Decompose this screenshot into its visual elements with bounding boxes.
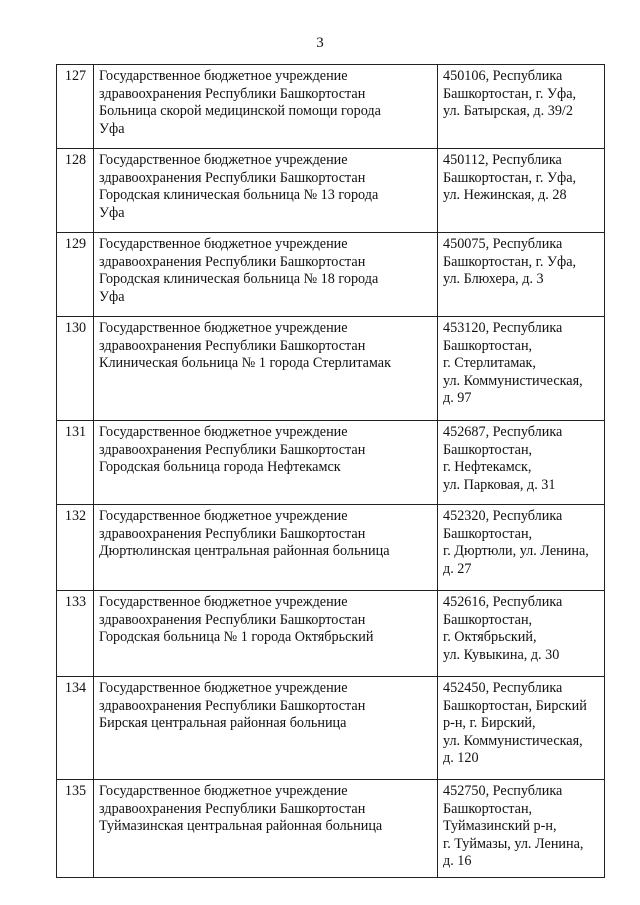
- row-number: 131: [57, 421, 94, 505]
- address-line: 450075, Республика: [443, 236, 563, 252]
- address-line: Башкортостан, г. Уфа,: [443, 253, 577, 270]
- address-line: г. Стерлитамак,: [443, 355, 536, 371]
- institution-name-line: Дюртюлинская центральная районная больница: [99, 543, 390, 559]
- institution-address: [438, 505, 605, 591]
- institution-name-line: здравоохранения Республики Башкортостан: [99, 85, 366, 102]
- address-line: 450106, Республика: [443, 68, 563, 84]
- institution-name-line: Государственное бюджетное учреждение: [99, 424, 348, 440]
- institution-name: [94, 505, 438, 591]
- institution-address: [438, 149, 605, 233]
- institution-name-line: Государственное бюджетное учреждение: [99, 320, 348, 336]
- institution-name-line: Уфа: [99, 288, 125, 305]
- row-number: 135: [57, 780, 94, 878]
- address-line: г. Дюртюли, ул. Ленина,: [443, 543, 589, 559]
- institution-name-line: Городская клиническая больница № 13 города: [99, 187, 379, 203]
- institution-name-line: здравоохранения Республики Башкортостан: [99, 253, 366, 270]
- row-number: 128: [57, 149, 94, 233]
- address-line: 452687, Республика: [443, 424, 563, 440]
- institution-address: [438, 421, 605, 505]
- table-row: [57, 505, 605, 591]
- institution-name: [94, 233, 438, 317]
- institution-name-line: Городская больница города Нефтекамск: [99, 459, 341, 475]
- row-number: 134: [57, 677, 94, 780]
- address-line: Туймазинский р-н,: [443, 818, 557, 834]
- address-line: 450112, Республика: [443, 152, 562, 168]
- address-line: Башкортостан,: [443, 337, 533, 354]
- institution-name-line: здравоохранения Республики Башкортостан: [99, 525, 366, 542]
- address-line: 453120, Республика: [443, 320, 563, 336]
- institution-name-line: здравоохранения Республики Башкортостан: [99, 441, 366, 458]
- address-line: Башкортостан, г. Уфа,: [443, 169, 577, 186]
- institution-address: [438, 780, 605, 878]
- address-line: 452750, Республика: [443, 783, 563, 799]
- address-line: ул. Парковая, д. 31: [443, 476, 556, 493]
- institution-name-line: здравоохранения Республики Башкортостан: [99, 169, 366, 186]
- table-row: [57, 317, 605, 421]
- table-row: [57, 591, 605, 677]
- institution-name: [94, 677, 438, 780]
- institution-address: [438, 677, 605, 780]
- address-line: г. Туймазы, ул. Ленина,: [443, 835, 584, 852]
- address-line: Башкортостан,: [443, 441, 533, 458]
- address-line: г. Октябрьский,: [443, 629, 537, 645]
- institution-name-line: Бирская центральная районная больница: [99, 715, 347, 731]
- institution-name: [94, 421, 438, 505]
- address-line: 452450, Республика: [443, 680, 563, 696]
- row-number: 127: [57, 65, 94, 149]
- address-line: Башкортостан, Бирский: [443, 697, 587, 714]
- institution-name: [94, 591, 438, 677]
- address-line: ул. Коммунистическая,: [443, 372, 583, 389]
- institution-name-line: Государственное бюджетное учреждение: [99, 236, 348, 252]
- page-number: 3: [316, 35, 324, 51]
- institution-name: [94, 65, 438, 149]
- institution-name-line: Государственное бюджетное учреждение: [99, 783, 348, 799]
- table-row: [57, 149, 605, 233]
- address-line: ул. Коммунистическая,: [443, 732, 583, 749]
- institution-name-line: Городская клиническая больница № 18 города: [99, 271, 379, 287]
- address-line: ул. Нежинская, д. 28: [443, 187, 567, 203]
- address-line: ул. Кувыкина, д. 30: [443, 646, 560, 663]
- address-line: д. 27: [443, 560, 472, 577]
- institution-name-line: Государственное бюджетное учреждение: [99, 68, 348, 84]
- address-line: д. 97: [443, 390, 472, 406]
- address-line: 452320, Республика: [443, 508, 563, 524]
- address-line: г. Нефтекамск,: [443, 459, 532, 475]
- institution-name-line: Государственное бюджетное учреждение: [99, 508, 348, 524]
- institution-name: [94, 149, 438, 233]
- institution-name: [94, 780, 438, 878]
- table-row: [57, 780, 605, 878]
- row-number: 129: [57, 233, 94, 317]
- institution-address: [438, 65, 605, 149]
- institution-name: [94, 317, 438, 421]
- row-number: 133: [57, 591, 94, 677]
- institution-name-line: Государственное бюджетное учреждение: [99, 594, 348, 610]
- institution-name-line: Государственное бюджетное учреждение: [99, 152, 348, 168]
- institution-name-line: здравоохранения Республики Башкортостан: [99, 337, 366, 354]
- institution-name-line: Государственное бюджетное учреждение: [99, 680, 348, 696]
- institution-name-line: здравоохранения Республики Башкортостан: [99, 697, 366, 714]
- address-line: д. 120: [443, 750, 479, 766]
- address-line: Башкортостан,: [443, 611, 533, 628]
- institution-name-line: Городская больница № 1 города Октябрьский: [99, 629, 374, 645]
- institution-name-line: здравоохранения Республики Башкортостан: [99, 611, 366, 628]
- institution-name-line: Уфа: [99, 204, 125, 221]
- institution-name-line: Больница скорой медицинской помощи города: [99, 103, 381, 119]
- institutions-table: [56, 64, 605, 878]
- row-number: 132: [57, 505, 94, 591]
- address-line: ул. Батырская, д. 39/2: [443, 103, 573, 119]
- institution-address: [438, 233, 605, 317]
- institution-address: [438, 591, 605, 677]
- institution-name-line: Туймазинская центральная районная больница: [99, 818, 383, 834]
- table-row: [57, 65, 605, 149]
- table-row: [57, 421, 605, 505]
- address-line: Башкортостан,: [443, 525, 533, 542]
- institutions-table-body: [57, 65, 605, 878]
- row-number: 130: [57, 317, 94, 421]
- institution-name-line: Клиническая больница № 1 города Стерлитамак: [99, 355, 391, 371]
- institution-address: [438, 317, 605, 421]
- address-line: д. 16: [443, 853, 472, 869]
- institution-name-line: Уфа: [99, 120, 125, 137]
- table-row: [57, 233, 605, 317]
- address-line: Башкортостан, г. Уфа,: [443, 85, 577, 102]
- address-line: ул. Блюхера, д. 3: [443, 271, 544, 287]
- institution-name-line: здравоохранения Республики Башкортостан: [99, 800, 366, 817]
- address-line: р-н, г. Бирский,: [443, 715, 536, 731]
- address-line: 452616, Республика: [443, 594, 563, 610]
- address-line: Башкортостан,: [443, 800, 533, 817]
- table-row: [57, 677, 605, 780]
